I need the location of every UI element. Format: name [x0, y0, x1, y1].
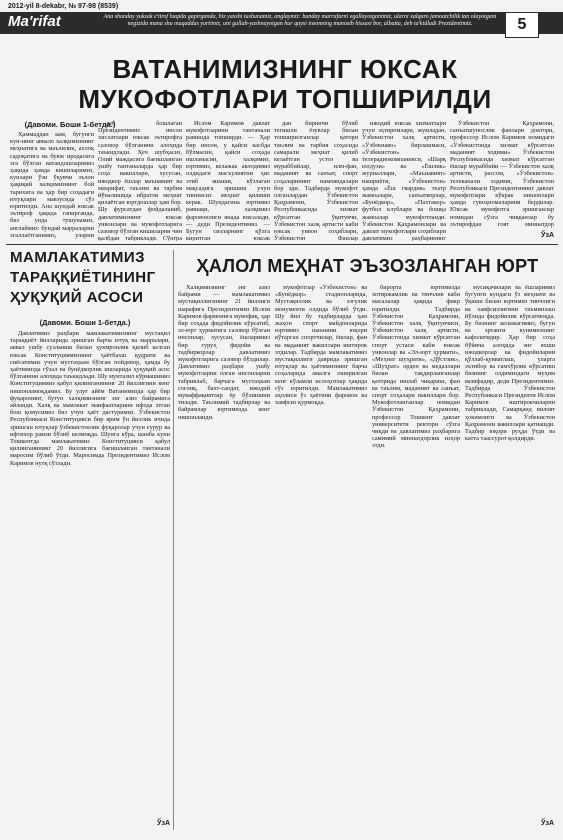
article1-headline	[60, 54, 510, 114]
article1-headline-line2: МУКОФОТЛАРИ ТОПШИРИЛДИ	[78, 84, 492, 114]
article1-subtitle: (Давоми. Боши 1-бетда.)	[24, 120, 116, 129]
article3-author: ЎзА	[541, 820, 554, 827]
article2-subtitle: (Давоми. Боши 1-бетда.)	[39, 318, 131, 327]
article3-column-1: Халқимизнинг энг азиз байрами — мамлакатимиз мустақиллигининг 21 йиллиги шарафига Президентимиз Ислом Каримов фармонига мувофиқ, ҳар бир соҳада фидойилик кўрсатиб, эл-юрт ҳурматига сазовор бўлган инсонлар, хусусан, ёшларимиз бир гуруҳ фидойи ва тадбиркорлар давлатимиз мукофотларига сазовор бўлдилар. Давлатимиз раҳбари ушбу мукофотларни олган инсонларни табриклаб, барчага мустаҳкам соғлиқ, бахт-саодат, ижодий муваффақиятлар ёр бўлишини тилади. Таълимий тадбирлар ва байрамлар юртимизда кенг нишонланди.	[178, 284, 270, 421]
article2-column: Давлатимиз раҳбари мамлакатимизнинг мустақил тараққиёт йилларида эришган барча ютуқ ва марралари, аввал ушбу сузланиш билан ҳукмронлик қилиб келган юксак Конституциямизнинг ҳаётбахш қудрати ва сиёсатимиз учун мустаҳкам бўлган пойдевор, ҳамда бу ҳаётимизда гўзал ва бунёдкорлик ишларида ҳуқуқий асос бўлганини алоҳида таъкидлади. Шу мунтазил кўрмашимиз Конституциямиз қабул қилинганининг 20 йиллигини кенг нишонламоқдамиз. Бу улуғ айём Ватанимизда ҳар бир фуқаронинг, бутун халқимизнинг энг азиз байрамига айланди. Халқ ва мамлакат манфаатларини ифода этган бош қомусимиз биз учун ҳаёт дастуримиз. Ўзбекистон Республикаси Конституцияси бир ярим ўн йиллик ичида эришган ютуқлар ўзбекистонлик фуқаролар учун ғурур ва ифтихор рамзи бўлиб келмоқда. Шунга кўра, шанба куни Тошкентда мамлакатимиз Конституцияси қабул қилинганининг 20 йиллигига бағишланган тантанали маросим бўлиб ўтди. Маросимда Президентимиз Ислом Каримов нутқ сўзлади.	[10, 330, 170, 467]
article2-headline-line3: ҲУҚУҚИЙ АСОСИ	[10, 289, 144, 306]
article2-headline	[10, 248, 190, 308]
article2-headline-line1: МАМЛАКАТИМИЗ	[10, 249, 146, 266]
article2-headline-line2: ТАРАҚҚИЁТИНИНГ	[10, 269, 156, 286]
article2-author: ЎзА	[157, 820, 170, 827]
article1-column-6: Ўзбекистон Қаҳрамони, санъатшунослик фанлари доктори, профессор Ислом Каримов номидаги «Ўзбекистонда хизмат кўрсатган маданият ходими» Ўзбекистон Республикасида хизмат кўрсатган ёшлар мураббийи — Ўзбекистон халқ артисти, рассом, «Ўзбекистон» телеканали ходими, Ўзбекистон Республикаси Президентининг давлат мукофотлари кўкрак нишонлари ҳамда гувоҳномаларини бердилар. Юксак мукофотга эришганлар номидан сўзга чиққанлар бу эътирофдан ғоят миннатдор	[450, 120, 554, 228]
section-divider	[6, 244, 558, 245]
issue-date-line: 2012-yil 8-dekabr, № 97-98 (8539)	[8, 3, 119, 10]
article1-column-2: деб бошлаган Президентимиз инсон хислатлари юксак эътирофга сазовор бўлганини алоҳида таъкидлади. Ҳеч шубҳасиз, Олий маждасига бағишланган ушбу тантаналарда ҳар бир соҳа вакиллари, хусусан, ижодкор ёшлар маънавият ва маърифат, таълим ва тарбия йўналишида ибратли меҳнат қилаётган юртдошлар ҳам бор. Шу фурсатдан фойдаланиб, давлатимизнинг юксак унвонлари ва мукофотларига сазовор бўлган кишиларни чин қалбдан табриклади. Сўнгра	[98, 120, 182, 241]
article3-column-4: мусиқачилари ва ёшларимиз бугунги кундаги ўз меҳнати ва ўқиши билан юртимиз тинчлиги ва хавфсизлигини таъминлаш йўлида фидойилик кўрсатмоқда. Бу бизнинг келажагимиз, бугун ва эртанги кунимизнинг кафолатидир. Ҳар бир соҳа бўйича алоҳида энг яхши ижодкорлар ва фидойиларни қўллаб-қувватлаш, уларга эътибор ва ғамхўрлик кўрсатиш бизнинг олдимиздаги муҳим вазифадир, деди Президентимиз. Тадбирда Ўзбекистон Республикаси Президенти Ислом Каримов иштирокчиларни табриклади, Самарқанд вилоят ҳокимлиги ва Ўзбекистон Қаҳрамони вакиллари қатнашди. Тадбир юқори руҳда ўтди ва катта таассурот қолдирди.	[465, 284, 555, 443]
column-divider	[173, 250, 174, 830]
article1-author: ЎзА	[541, 232, 554, 239]
article3-column-3: бирорта юртимизда хотиржамлик ва тинчлик каби масалалар ҳақида фикр юритилди. Тадбирда Ўзбекистон Қаҳрамони, Ўзбекистон халқ ўқитувчиси, Ўзбекистон халқ артисти, Ўзбекистонда хизмат кўрсатган спорт устаси каби юксак унвонлар ва «Эл-юрт ҳурмати», «Меҳнат шуҳрати», «Дўстлик», «Шуҳрат» орден ва медаллари билан тақдирланганлар қаторида ишлаб чиқариш, фан ва таълим, маданият ва санъат, спорт соҳалари вакиллари бор. Мукофотланганлар номидан Ўзбекистон Қаҳрамони, профессор Тошкент давлат университети ректори сўзга чиқди ва давлатимиз раҳбарига самимий миннатдорлик изҳор этди.	[372, 284, 460, 450]
article1-column-1: Ҳаммаддан кам, бугунги кун-нинг аввало халқимизнинг меҳнатига ва маълилик, ахлоқ садоқатига ва буюк иродасига эга бўлган ватандошларимиз ҳақида ҳамда кишиларимиз, кунлари ўзи ўқувчи эълон ҳақиқий халқимизнинг бой тарихига ва ҳар бир соҳадаги ютуқлари мавзусида сўз юритилди. Ана шундай юксак эътироф ҳақида гапирганда, биз унда тушунамиз, англаймиз: бундай марраларни эгаллаётганимиз, уларни	[10, 131, 94, 239]
masthead-tagline: Ana shunday yuksak e'tirof haqida gapirganda, biz yaxshi tushunamiz, anglaymiz: bunday marrafarni egallayotganimiz, ularni xalqaro jamoatchilik tan olayotgani negizida mana shu muqaddas yurtimiz, uni gullab-yashnayotgan hur qaysi insonning munosib hissasi bor, albatta, deb ta'kidladi Prezidentimiz.	[103, 14, 497, 27]
page-number: 5	[505, 12, 539, 38]
article1-column-3: Ислом Каримов давлат мукофотларини тантанали равишда топширди. — Ҳар бир инсон, у қайси касбда бўлмасин, қайси соҳада ишламасин, халқимиз, юртимиз, келажак авлодимиз олдидаги масъулиятни ҳис этиб яшаши, кўзлаган мақсадига эришиш учун тинимсиз меҳнат қилиши керак. Шундагина юртимиз равнақи, халқимиз фаровонлиги янада юксалади, — деди Президентимиз. — Бугун сизларнинг қўлга киритган юксак	[186, 120, 270, 241]
article3-headline: ҲАЛОЛ МЕҲНАТ ЭЪЗОЗЛАНГАН ЮРТ	[196, 256, 539, 276]
article3-column-2: мукофотлар «Ўзбекистон» ва «Бунёдкор» стадионларида, Мустақиллик ва эзгулик монументи олдида бўлиб ўтди. Шу йил бу тадбирларда ҳам жаҳон спорт майдонларида юртимиз шаънини юқори кўтарган спортчилар, ёшлар, фан ва маданият вакиллари иштирок этдилар. Тадбирда мамлакатимиз мустақиллиги даврида эришган ютуқлар ва ҳаётимизнинг барча соҳаларида амалга оширилган кенг кўламли ислоҳотлар ҳақида сўз юритилди. Мамлакатимиз аҳолиси ўз ҳаётини фаровон ва хавфсиз қурмоқда.	[275, 284, 367, 407]
paper-name: Ma'rifat	[8, 13, 61, 30]
article1-headline-line1: ВАТАНИМИЗНИНГ ЮКСАК	[112, 54, 458, 84]
article1-column-4: дан биринчи бўлиб тегишли ёзувлар билан топширилганлар қатори таълим ва тарбия соҳасида самарали меҳнат қилиб келаётган устоз ва мураббийлар, илм-фан, маданият ва санъат, спорт соҳаларининг намояндалари бор эди. Тадбирда мукофот олганлардан Ўзбекистон Қаҳрамони, Ўзбекистон Республикасида хизмат кўрсатган ўқитувчи, Ўзбекистон халқ артисти каби юксак унвон соҳиблари, Ўзбекистон Фанлар	[274, 120, 358, 241]
article1-column-5: ижодий юксак хизматлари учун эҳтиромлари, жумладан, Ўзбекистон халқ артисти, «Ўзбекнаво» бирлашмаси, «Ўзбекистон» телерадиокомпанияси, «Шарқ юлдузи» ва «Ёшлик» журналлари, «Маънавият» нашриёти, «Ўзбекистон» ҳамда «Ёш гвардия» театр жамоалари, санъаткорлар, «Бунёдкор», «Пахтакор» футбол клублари ва бошқа жамоалар мукофотланди. Ўзбекистон Қаҳрамонлари ва давлат мукофотлари соҳиблари давлатимиз раҳбарининг	[362, 120, 446, 241]
